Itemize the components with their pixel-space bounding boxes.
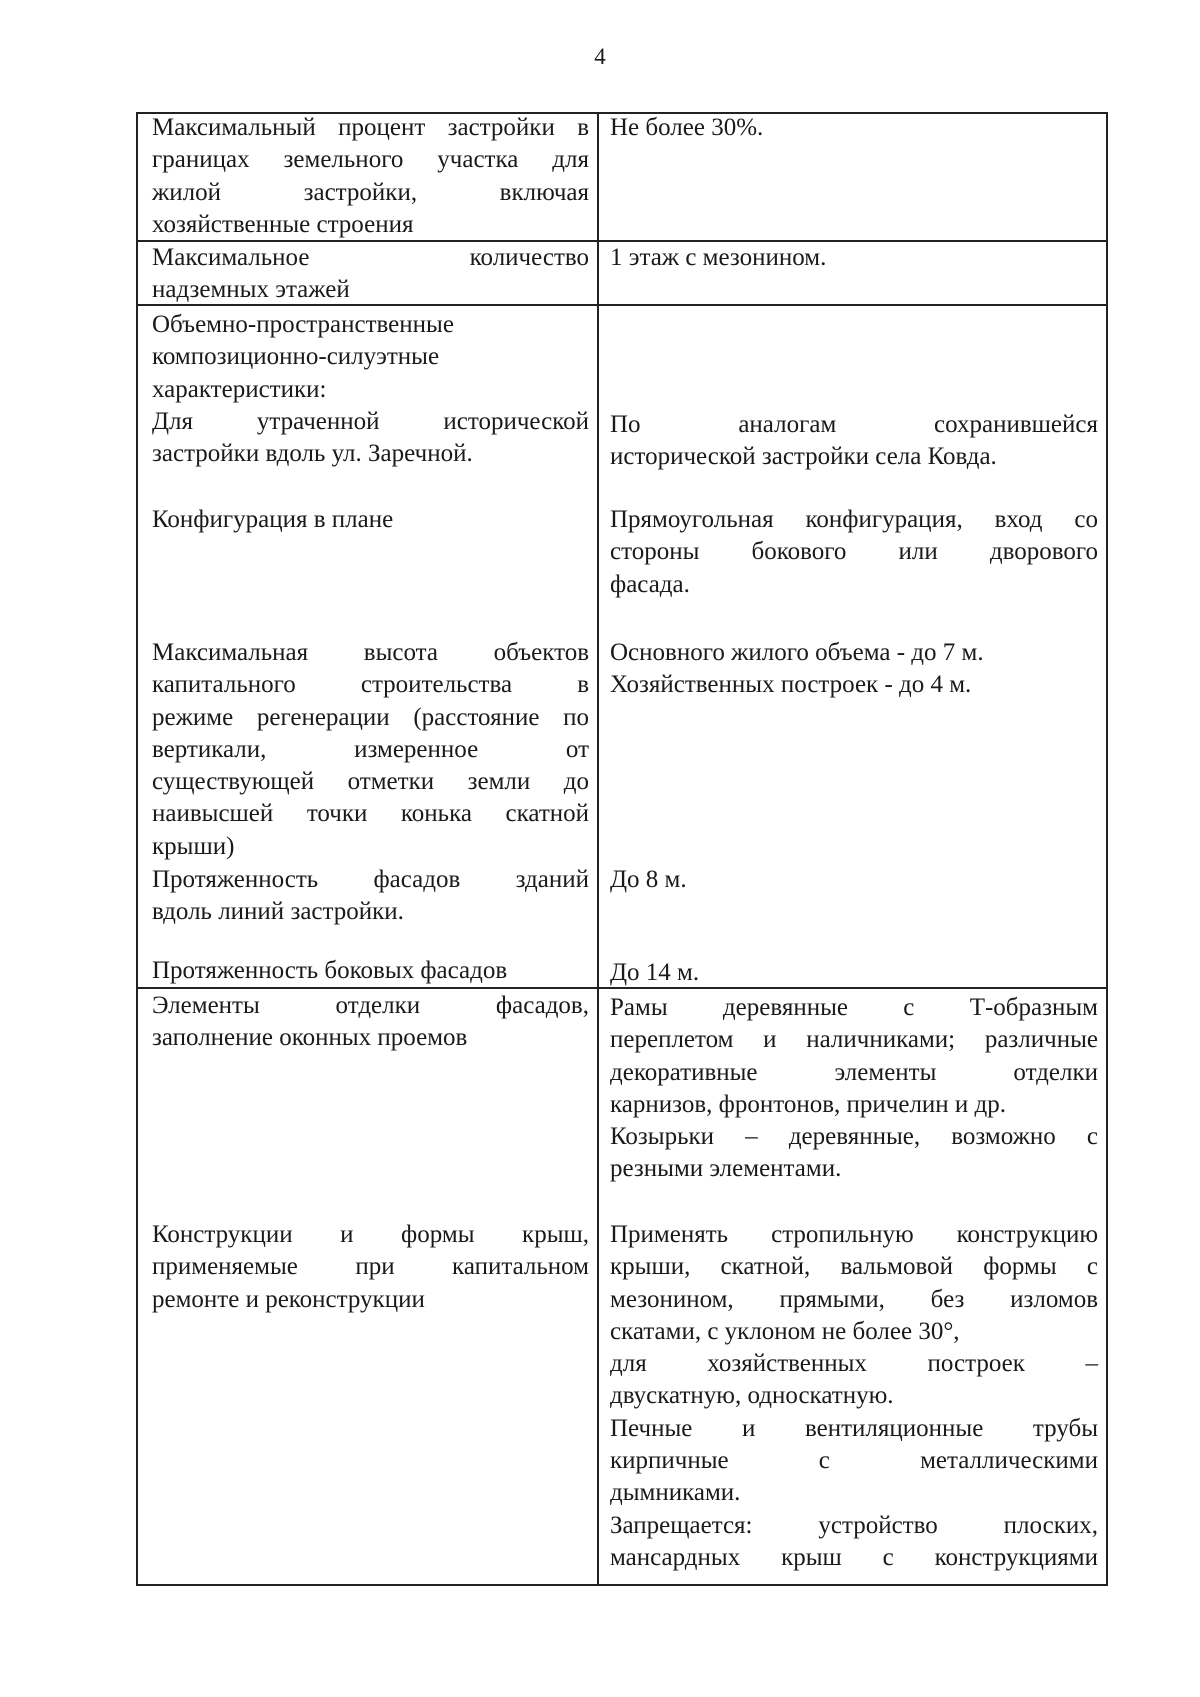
- max-height-parameter: [152, 637, 589, 863]
- text-line: исторической застройки села Ковда.: [610, 443, 997, 471]
- regulations-table: [136, 112, 1108, 1586]
- text-line: для хозяйственных построек –: [610, 1350, 1098, 1378]
- text-line: переплетом и наличниками; различные: [610, 1026, 1098, 1054]
- text-line: Прямоугольная конфигурация, вход со: [610, 506, 1098, 533]
- historic-building-parameter: [152, 406, 589, 471]
- page-number: 4: [594, 44, 606, 69]
- text-line: Основного жилого объема - до 7 м.: [610, 639, 984, 666]
- text-line: дымниками.: [610, 1479, 741, 1507]
- text-line: композиционно-силуэтные: [152, 343, 440, 371]
- text-line: карнизов, фронтонов, причелин и др.: [610, 1090, 1007, 1118]
- text-line: скатами, с уклоном не более 30°,: [610, 1317, 960, 1345]
- text-line: Протяженность фасадов зданий: [152, 866, 589, 893]
- text-line: характеристики:: [152, 375, 327, 403]
- table-border-bottom: [136, 1584, 1108, 1586]
- max-height-value: [610, 637, 1098, 702]
- text-line: надземных этажей: [152, 276, 350, 304]
- text-line: До 8 м.: [610, 866, 687, 893]
- table-column-divider: [597, 112, 599, 1586]
- text-line: мезонином, прямыми, без изломов: [610, 1285, 1098, 1313]
- text-line: наивысшей точки конька скатной: [152, 800, 589, 828]
- text-line: Максимальная высота объектов: [152, 639, 589, 666]
- text-line: Конфигурация в плане: [152, 506, 394, 533]
- text-line: Элементы отделки фасадов,: [152, 992, 589, 1019]
- text-line: капитального строительства в: [152, 671, 589, 699]
- facade-finish-parameter: [152, 990, 589, 1055]
- text-line: Применять стропильную конструкцию: [610, 1221, 1098, 1248]
- row-1-parameter: [152, 112, 589, 241]
- text-line: кирпичные с металлическими: [610, 1447, 1098, 1475]
- text-line: Объемно-пространственные: [152, 311, 454, 338]
- text-line: Печные и вентиляционные трубы: [610, 1414, 1098, 1442]
- text-line: границах земельного участка для: [152, 146, 589, 174]
- text-line: существующей отметки земли до: [152, 768, 589, 796]
- text-line: фасада.: [610, 570, 690, 598]
- text-line: Козырьки – деревянные, возможно с: [610, 1123, 1098, 1151]
- text-line: застройки вдоль ул. Заречной.: [152, 440, 473, 468]
- text-line: По аналогам сохранившейся: [610, 411, 1098, 438]
- row-2-parameter: [152, 242, 589, 307]
- text-line: ремонте и реконструкции: [152, 1285, 425, 1313]
- text-line: мансардных крыш с конструкциями: [610, 1543, 1098, 1571]
- facade-length-value: [610, 864, 1098, 896]
- text-line: крыши): [152, 832, 235, 860]
- text-line: Протяженность боковых фасадов: [152, 957, 508, 984]
- table-border-right: [1106, 112, 1108, 1586]
- text-line: Для утраченной исторической: [152, 408, 589, 435]
- text-line: Максимальный процент застройки в: [152, 114, 589, 141]
- side-facade-length-parameter: [152, 955, 589, 987]
- historic-building-value: [610, 409, 1098, 474]
- text-line: 1 этаж с мезонином.: [610, 244, 827, 271]
- roof-parameter: [152, 1219, 589, 1316]
- text-line: крыши, скатной, вальмовой формы с: [610, 1253, 1098, 1281]
- text-line: жилой застройки, включая: [152, 178, 589, 206]
- row-1-value: [610, 112, 1098, 144]
- text-line: Максимальное количество: [152, 244, 589, 271]
- text-line: вдоль линий застройки.: [152, 898, 404, 926]
- text-line: применяемые при капитальном: [152, 1253, 589, 1281]
- text-line: Не более 30%.: [610, 114, 764, 141]
- facade-finish-value: [610, 992, 1098, 1186]
- text-line: Хозяйственных построек - до 4 м.: [610, 671, 972, 699]
- table-border-left: [136, 112, 138, 1586]
- row-2-value: [610, 242, 1098, 274]
- text-line: стороны бокового или дворового: [610, 538, 1098, 566]
- text-line: хозяйственные строения: [152, 210, 414, 238]
- plan-configuration-parameter: [152, 504, 589, 536]
- plan-configuration-value: [610, 504, 1098, 601]
- text-line: двускатную, односкатную.: [610, 1382, 894, 1410]
- text-line: режиме регенерации (расстояние по: [152, 703, 589, 731]
- text-line: заполнение оконных проемов: [152, 1024, 468, 1052]
- side-facade-length-value: [610, 957, 1098, 989]
- text-line: декоративные элементы отделки: [610, 1058, 1098, 1086]
- row-3-heading: [152, 309, 589, 406]
- text-line: До 14 м.: [610, 959, 700, 986]
- roof-value: [610, 1219, 1098, 1574]
- text-line: Конструкции и формы крыш,: [152, 1221, 589, 1248]
- facade-length-parameter: [152, 864, 589, 929]
- text-line: Запрещается: устройство плоских,: [610, 1511, 1098, 1539]
- text-line: Рамы деревянные с Т-образным: [610, 994, 1098, 1021]
- text-line: резными элементами.: [610, 1155, 842, 1183]
- text-line: вертикали, измеренное от: [152, 735, 589, 763]
